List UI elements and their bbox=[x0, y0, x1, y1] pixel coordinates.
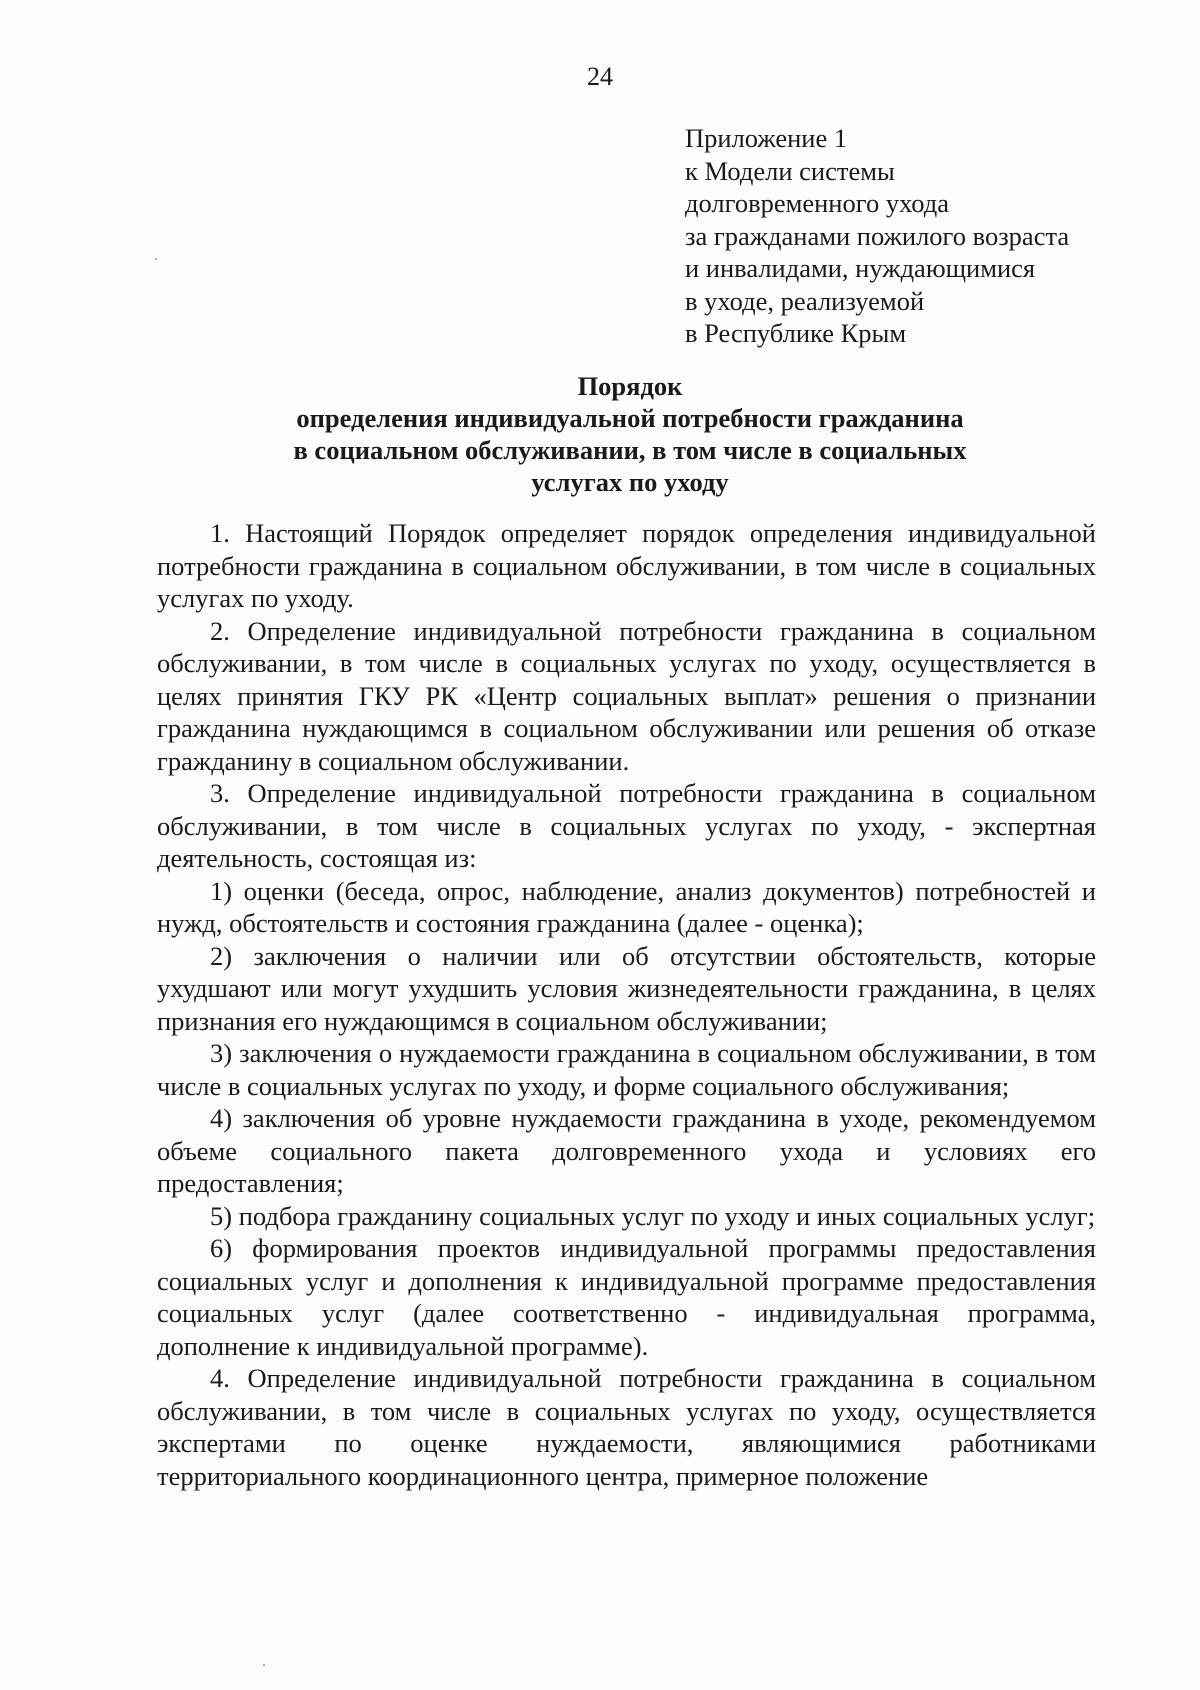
appendix-line: за гражданами пожилого возраста bbox=[685, 220, 1070, 251]
appendix-line: в уходе, реализуемой bbox=[685, 285, 925, 316]
list-item: 6) формирования проектов индивидуальной программы предоставления социальных услуг и дополнения к индивидуальной программе предоставления социальных услуг (далее соответственно - индивидуальная программа, дополнение к индивидуальной программе). bbox=[157, 1233, 1096, 1361]
appendix-line: Приложение 1 bbox=[685, 123, 848, 153]
list-item: 3) заключения о нуждаемости гражданина в социальном обслуживании, в том числе в социальных услугах по уходу, и форме социального обслуживания; bbox=[157, 1038, 1096, 1101]
appendix-line: и инвалидами, нуждающимися bbox=[685, 253, 1036, 283]
list-item: 5) подбора гражданину социальных услуг по уходу и иных социальных услуг; bbox=[210, 1200, 1096, 1231]
appendix-line: к Модели системы bbox=[685, 155, 895, 186]
paragraph: 1. Настоящий Порядок определяет порядок определения индивидуальной потребности гражданина в социальном обслуживании, в том числе в социальных услугах по уходу. bbox=[157, 518, 1096, 613]
title-line: определения индивидуальной потребности гражданина bbox=[296, 403, 964, 433]
scan-speck bbox=[263, 1664, 265, 1666]
appendix-line: долговременного ухода bbox=[685, 188, 950, 218]
page-number: 24 bbox=[587, 62, 613, 91]
paragraph: 4. Определение индивидуальной потребности гражданина в социальном обслуживании, в том числе в социальных услугах по уходу, осуществляется экспертами по оценке нуждаемости, являющимися работниками территориального координационного центра, примерное положение bbox=[157, 1363, 1096, 1491]
list-item: 1) оценки (беседа, опрос, наблюдение, анализ документов) потребностей и нужд, обстоятельств и состояния гражданина (далее - оценка); bbox=[157, 875, 1096, 938]
paragraph: 2. Определение индивидуальной потребности гражданина в социальном обслуживании, в том числе в социальных услугах по уходу, осуществляется в целях принятия ГКУ РК «Центр социальных выплат» решения о признании гражданина нуждающимся в социальном обслуживании или решения об отказе гражданину в социальном обслуживании. bbox=[157, 615, 1096, 776]
title-line: Порядок bbox=[577, 371, 683, 401]
list-item: 4) заключения об уровне нуждаемости гражданина в уходе, рекомендуемом объеме социального пакета долговременного ухода и условиях его предоставления; bbox=[157, 1103, 1096, 1198]
title-line: в социальном обслуживании, в том числе в социальных bbox=[293, 435, 967, 465]
document-title bbox=[0, 370, 1200, 498]
document-body bbox=[157, 517, 1096, 1492]
paragraph: 3. Определение индивидуальной потребности гражданина в социальном обслуживании, в том числе в социальных услугах по уходу, - экспертная деятельность, состоящая из: bbox=[157, 778, 1096, 873]
list-item: 2) заключения о наличии или об отсутствии обстоятельств, которые ухудшают или могут ухудшить условия жизнедеятельности гражданина, в целях признания его нуждающимся в социальном обслуживании; bbox=[157, 940, 1096, 1036]
title-line: услугах по уходу bbox=[531, 467, 729, 497]
appendix-reference bbox=[685, 122, 1155, 350]
appendix-line: в Республике Крым bbox=[685, 318, 907, 348]
scan-speck bbox=[155, 258, 157, 260]
